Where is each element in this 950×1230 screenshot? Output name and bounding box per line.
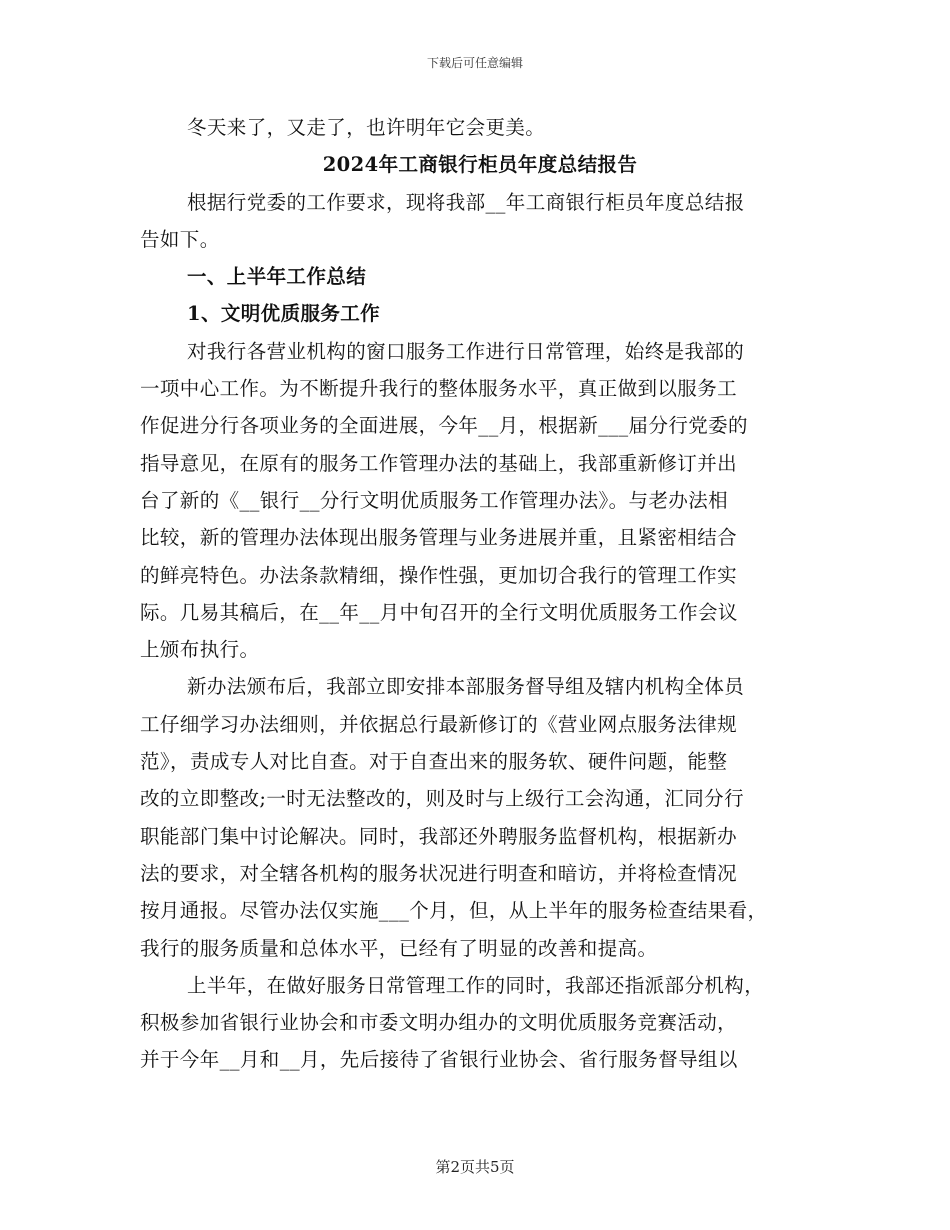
text-line: 上半年，在做好服务日常管理工作的同时，我部还指派部分机构， [187,973,765,997]
text-line: 作促进分行各项业务的全面进展，今年__月，根据新___届分行党委的 [140,414,748,438]
text-line: 积极参加省银行业协会和市委文明办组办的文明优质服务竞赛活动， [140,1011,738,1035]
text-line: 冬天来了，又走了，也许明年它会更美。 [187,116,546,139]
text-line: 并于今年__月和__月，先后接待了省银行业协会、省行服务督导组以 [140,1048,738,1072]
text-line: 指导意见，在原有的服务工作管理办法的基础上，我部重新修订并出 [140,451,738,475]
text-line: 法的要求，对全辖各机构的服务状况进行明查和暗访，并将检查情况 [140,861,738,885]
page-footer: 第2页共5页 [435,1158,515,1176]
text-line: 一项中心工作。为不断提升我行的整体服务水平，真正做到以服务工 [140,377,738,401]
text-line: 一、上半年工作总结 [187,265,367,289]
text-line: 职能部门集中讨论解决。同时，我部还外聘服务监督机构，根据新办 [140,824,738,848]
text-line: 新办法颁布后，我部立即安排本部服务督导组及辖内机构全体员 [187,675,745,699]
text-line: 改的立即整改;一时无法整改的，则及时与上级行工会沟通，汇同分行 [140,787,744,811]
text-line: 比较，新的管理办法体现出服务管理与业务进展并重，且紧密相结合 [140,526,738,550]
text-line: 台了新的《__银行__分行文明优质服务工作管理办法》。与老办法相 [140,488,729,512]
text-line: 告如下。 [140,227,220,251]
text-line: 范》，责成专人对比自查。对于自查出来的服务软、硬件问题，能整 [140,750,728,774]
page-header: 下载后可任意编辑 [426,56,523,70]
text-line: 1、文明优质服务工作 [187,302,381,326]
text-line: 我行的服务质量和总体水平，已经有了明显的改善和提高。 [140,936,658,960]
text-line: 按月通报。尽管办法仅实施___个月，但，从上半年的服务检查结果看， [140,899,768,923]
text-line: 对我行各营业机构的窗口服务工作进行日常管理，始终是我部的 [187,339,745,363]
document-body [140,109,820,1079]
text-line: 工仔细学习办法细则，并依据总行最新修订的《营业网点服务法律规 [140,712,738,736]
document-title: 2024年工商银行柜员年度总结报告 [322,153,638,177]
text-line: 际。几易其稿后，在__年__月中旬召开的全行文明优质服务工作会议 [140,600,738,624]
text-line: 的鲜亮特色。办法条款精细，操作性强，更加切合我行的管理工作实 [140,563,738,587]
text-line: 根据行党委的工作要求，现将我部__年工商银行柜员年度总结报 [187,190,745,214]
text-line: 上颁布执行。 [140,638,260,662]
